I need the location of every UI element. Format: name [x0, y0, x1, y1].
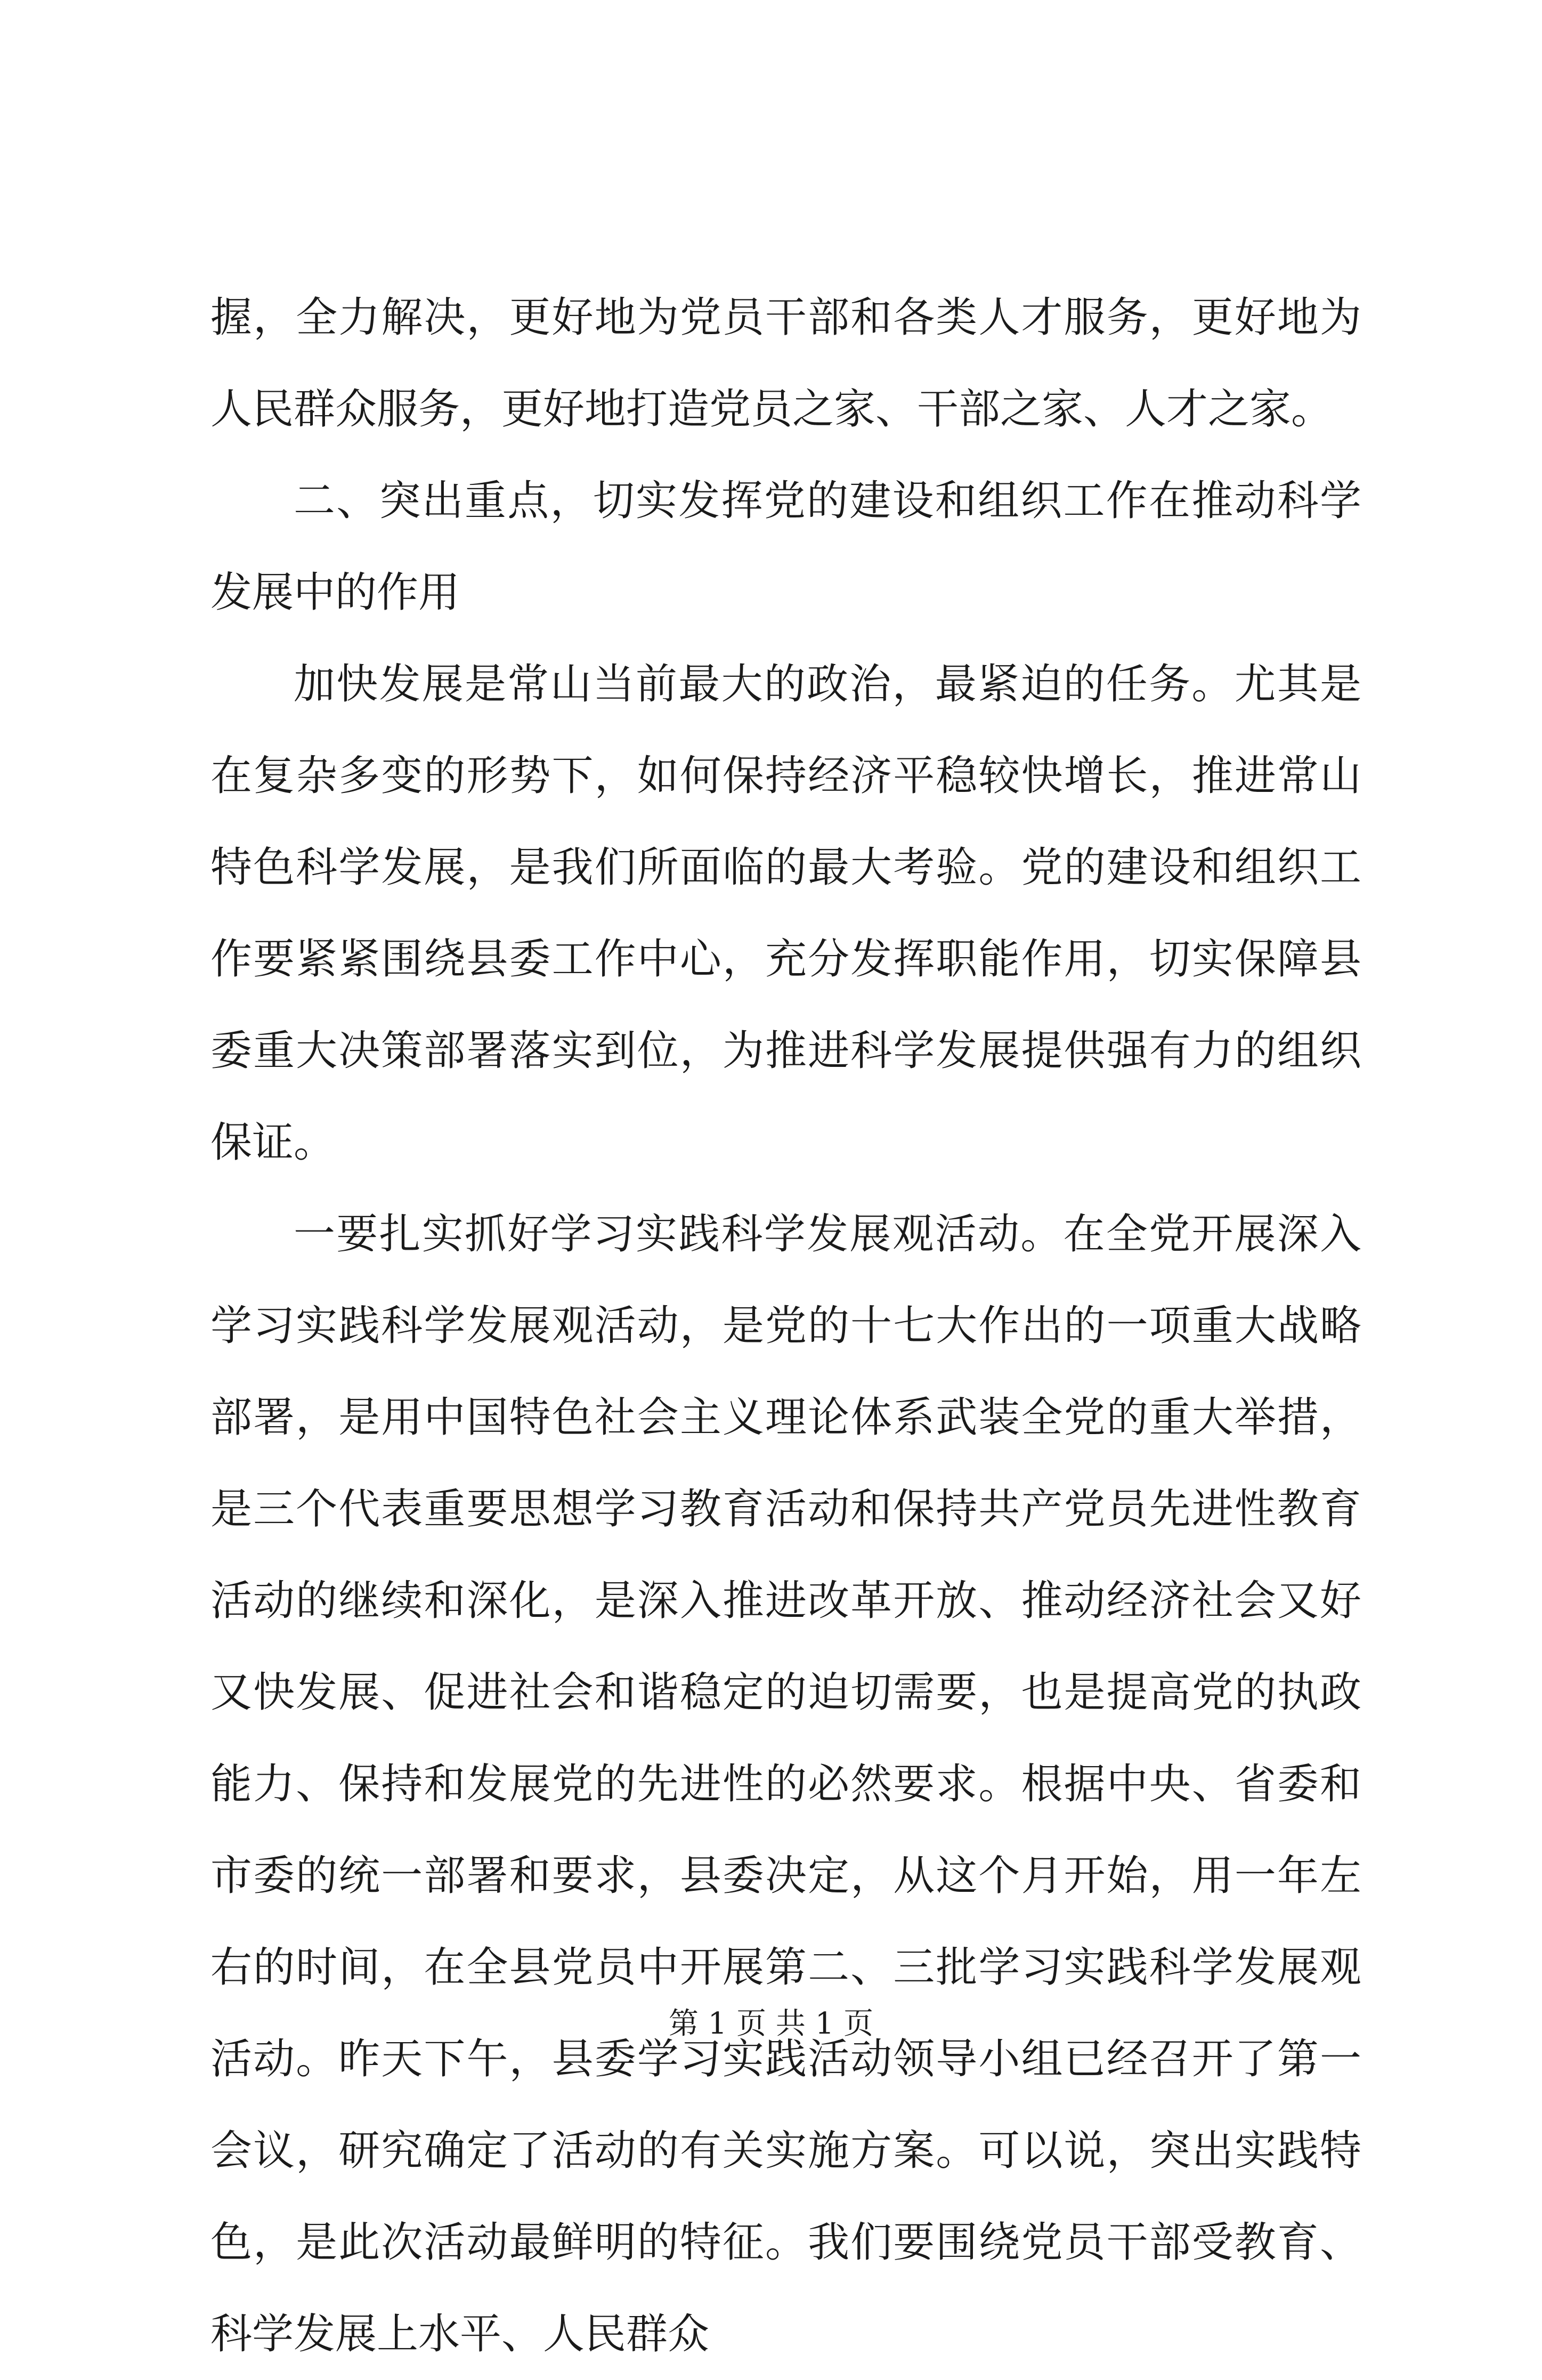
document-body — [210, 272, 1361, 2380]
paragraph-development: 加快发展是常山当前最大的政治，最紧迫的任务。尤其是在复杂多变的形势下，如何保持经济平稳较快增长，推进常山特色科学发展，是我们所面临的最大考验。党的建设和组织工作要紧紧围绕县委工作中心，充分发挥职能作用，切实保障县委重大决策部署落实到位，为推进科学发展提供强有力的组织保证。 — [210, 660, 1361, 1167]
page-footer: 第 1 页 共 1 页 — [668, 2006, 874, 2041]
paragraph-study-practice: 一要扎实抓好学习实践科学发展观活动。在全党开展深入学习实践科学发展观活动，是党的十七大作出的一项重大战略部署，是用中国特色社会主义理论体系武装全党的重大举措，是三个代表重要思想学习教育活动和保持共产党员先进性教育活动的继续和深化，是深入推进改革开放、推动经济社会又好又快发展、促进社会和谐稳定的迫切需要，也是提高党的执政能力、保持和发展党的先进性的必然要求。根据中央、省委和市委的统一部署和要求，县委决定，从这个月开始，用一年左右的时间，在全县党员中开展第二、三批学习实践科学发展观活动。昨天下午，县委学习实践活动领导小组已经召开了第一会议，研究确定了活动的有关实施方案。可以说，突出实践特色，是此次活动最鲜明的特征。我们要围绕党员干部受教育、科学发展上水平、人民群众 — [210, 1210, 1361, 2358]
paragraph-continuation: 握，全力解决，更好地为党员干部和各类人才服务，更好地为人民群众服务，更好地打造党员之家、干部之家、人才之家。 — [210, 294, 1361, 433]
section-heading: 二、突出重点，切实发挥党的建设和组织工作在推动科学发展中的作用 — [210, 477, 1361, 617]
